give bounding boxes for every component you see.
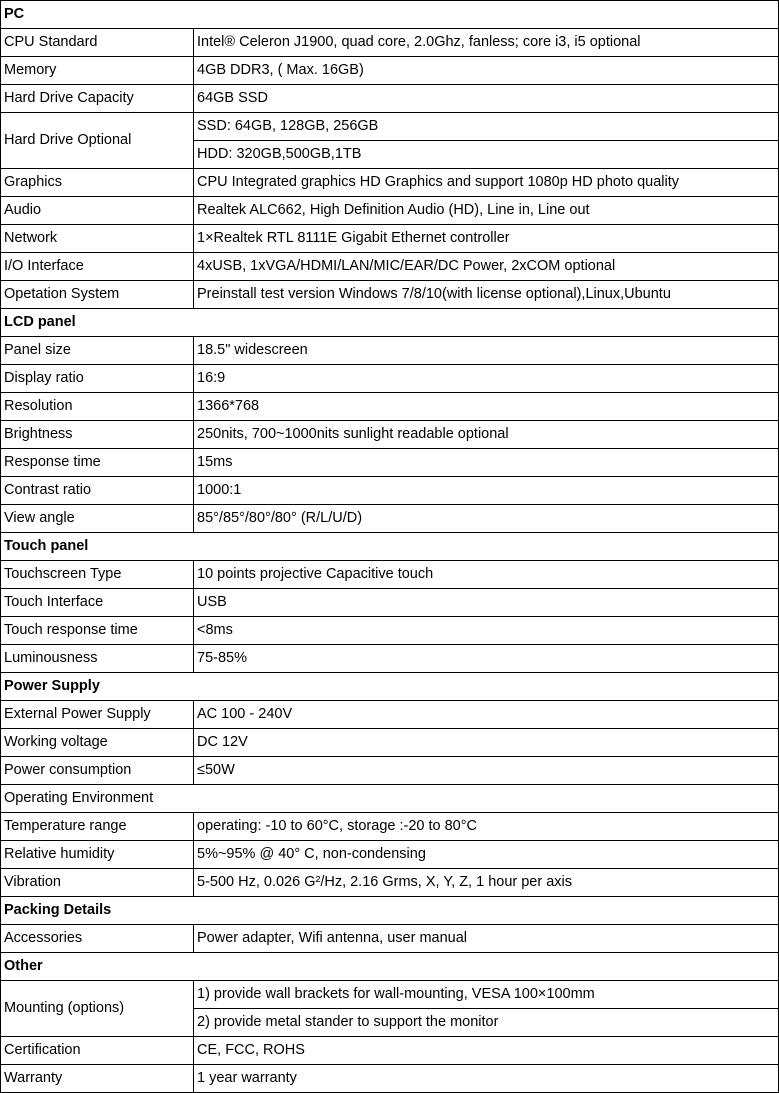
spec-value: 75-85%	[194, 645, 779, 673]
spec-label: Hard Drive Optional	[1, 113, 194, 169]
section-header: LCD panel	[1, 309, 779, 337]
spec-row-io	[1, 253, 779, 281]
spec-label: Touchscreen Type	[1, 561, 194, 589]
spec-value: 15ms	[194, 449, 779, 477]
section-row-lcd	[1, 309, 779, 337]
section-row-environment	[1, 785, 779, 813]
spec-row-working-voltage	[1, 729, 779, 757]
spec-row-contrast	[1, 477, 779, 505]
spec-value: HDD: 320GB,500GB,1TB	[194, 141, 779, 169]
spec-row-memory	[1, 57, 779, 85]
spec-row-external-power	[1, 701, 779, 729]
spec-label: View angle	[1, 505, 194, 533]
spec-row-graphics	[1, 169, 779, 197]
spec-label: Contrast ratio	[1, 477, 194, 505]
spec-row-brightness	[1, 421, 779, 449]
spec-value: Preinstall test version Windows 7/8/10(with license optional),Linux,Ubuntu	[194, 281, 779, 309]
spec-label: Power consumption	[1, 757, 194, 785]
spec-value: 16:9	[194, 365, 779, 393]
spec-label: Hard Drive Capacity	[1, 85, 194, 113]
spec-value: DC 12V	[194, 729, 779, 757]
spec-value: 18.5" widescreen	[194, 337, 779, 365]
spec-value: 5%~95% @ 40° C, non-condensing	[194, 841, 779, 869]
spec-value: 1000:1	[194, 477, 779, 505]
spec-row-resolution	[1, 393, 779, 421]
spec-value: Intel® Celeron J1900, quad core, 2.0Ghz, fanless; core i3, i5 optional	[194, 29, 779, 57]
spec-value: 5-500 Hz, 0.026 G²/Hz, 2.16 Grms, X, Y, Z, 1 hour per axis	[194, 869, 779, 897]
spec-row-accessories	[1, 925, 779, 953]
spec-row-hdd-optional	[1, 113, 779, 141]
spec-value: 10 points projective Capacitive touch	[194, 561, 779, 589]
spec-value: USB	[194, 589, 779, 617]
spec-row-hdd-capacity	[1, 85, 779, 113]
spec-label: Warranty	[1, 1065, 194, 1093]
spec-label: Touch response time	[1, 617, 194, 645]
spec-row-vibration	[1, 869, 779, 897]
section-header: Touch panel	[1, 533, 779, 561]
spec-label: Working voltage	[1, 729, 194, 757]
spec-label: Touch Interface	[1, 589, 194, 617]
section-header: Other	[1, 953, 779, 981]
spec-row-mounting	[1, 981, 779, 1009]
spec-value: CE, FCC, ROHS	[194, 1037, 779, 1065]
spec-value: 64GB SSD	[194, 85, 779, 113]
spec-label: Opetation System	[1, 281, 194, 309]
spec-label: Resolution	[1, 393, 194, 421]
spec-row-touch-type	[1, 561, 779, 589]
section-row-pc	[1, 1, 779, 29]
spec-label: Mounting (options)	[1, 981, 194, 1037]
spec-value: 1×Realtek RTL 8111E Gigabit Ethernet controller	[194, 225, 779, 253]
spec-value: SSD: 64GB, 128GB, 256GB	[194, 113, 779, 141]
section-row-packing	[1, 897, 779, 925]
spec-label: Network	[1, 225, 194, 253]
section-header: Power Supply	[1, 673, 779, 701]
section-row-other	[1, 953, 779, 981]
spec-value: Power adapter, Wifi antenna, user manual	[194, 925, 779, 953]
spec-label: Display ratio	[1, 365, 194, 393]
spec-value: 4xUSB, 1xVGA/HDMI/LAN/MIC/EAR/DC Power, 2xCOM optional	[194, 253, 779, 281]
spec-value: 2) provide metal stander to support the monitor	[194, 1009, 779, 1037]
spec-label: Relative humidity	[1, 841, 194, 869]
spec-value: 1) provide wall brackets for wall-mounting, VESA 100×100mm	[194, 981, 779, 1009]
spec-label: Temperature range	[1, 813, 194, 841]
spec-label: Graphics	[1, 169, 194, 197]
spec-row-luminousness	[1, 645, 779, 673]
section-row-touch	[1, 533, 779, 561]
spec-row-audio	[1, 197, 779, 225]
spec-label: External Power Supply	[1, 701, 194, 729]
spec-row-power-consumption	[1, 757, 779, 785]
spec-value: 85°/85°/80°/80° (R/L/U/D)	[194, 505, 779, 533]
spec-value: operating: -10 to 60°C, storage :-20 to 80°C	[194, 813, 779, 841]
spec-row-network	[1, 225, 779, 253]
spec-row-display-ratio	[1, 365, 779, 393]
spec-row-temperature	[1, 813, 779, 841]
spec-value: ≤50W	[194, 757, 779, 785]
spec-label: Accessories	[1, 925, 194, 953]
spec-value: 1 year warranty	[194, 1065, 779, 1093]
section-header: PC	[1, 1, 779, 29]
spec-row-view-angle	[1, 505, 779, 533]
spec-label: Vibration	[1, 869, 194, 897]
spec-value: 250nits, 700~1000nits sunlight readable optional	[194, 421, 779, 449]
spec-label: Response time	[1, 449, 194, 477]
spec-row-touch-response	[1, 617, 779, 645]
spec-row-panel-size	[1, 337, 779, 365]
section-header: Packing Details	[1, 897, 779, 925]
spec-row-os	[1, 281, 779, 309]
spec-label: Brightness	[1, 421, 194, 449]
spec-label: Luminousness	[1, 645, 194, 673]
spec-value: Realtek ALC662, High Definition Audio (HD), Line in, Line out	[194, 197, 779, 225]
spec-row-humidity	[1, 841, 779, 869]
spec-row-cpu	[1, 29, 779, 57]
section-row-power	[1, 673, 779, 701]
spec-label: Panel size	[1, 337, 194, 365]
spec-label: CPU Standard	[1, 29, 194, 57]
spec-value: 1366*768	[194, 393, 779, 421]
spec-row-warranty	[1, 1065, 779, 1093]
spec-value: AC 100 - 240V	[194, 701, 779, 729]
spec-value: 4GB DDR3, ( Max. 16GB)	[194, 57, 779, 85]
spec-label: I/O Interface	[1, 253, 194, 281]
spec-value: CPU Integrated graphics HD Graphics and support 1080p HD photo quality	[194, 169, 779, 197]
spec-value: <8ms	[194, 617, 779, 645]
subsection-header: Operating Environment	[1, 785, 779, 813]
spec-row-certification	[1, 1037, 779, 1065]
spec-label: Memory	[1, 57, 194, 85]
spec-row-response-time	[1, 449, 779, 477]
spec-label: Audio	[1, 197, 194, 225]
spec-row-touch-interface	[1, 589, 779, 617]
spec-label: Certification	[1, 1037, 194, 1065]
